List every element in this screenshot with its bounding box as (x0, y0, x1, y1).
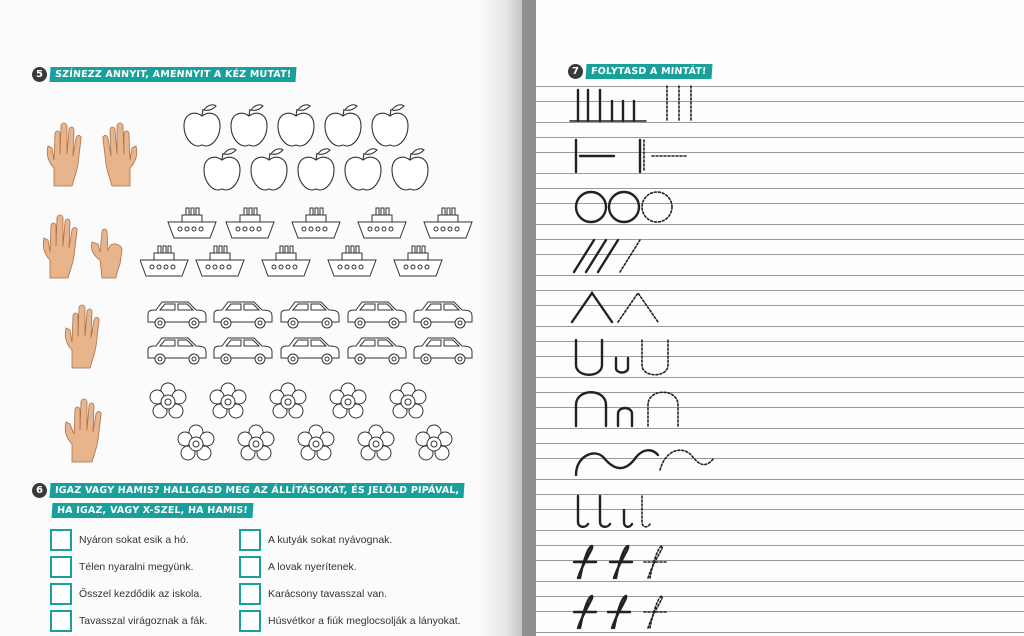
flower-icon (358, 425, 394, 460)
car-icon (214, 302, 272, 328)
statement-text: Ősszel kezdődik az iskola. (79, 588, 203, 600)
ship-icon (292, 208, 340, 238)
pattern-horizontal-dash (576, 140, 640, 172)
answer-checkbox[interactable] (239, 610, 261, 632)
statement-text: Karácsony tavasszal van. (268, 588, 388, 600)
ship-icon (424, 208, 472, 238)
flower-icon (210, 383, 246, 418)
cars-row (144, 294, 474, 370)
apple-icon (325, 105, 361, 146)
apples-row (180, 100, 440, 192)
flower-icon (238, 425, 274, 460)
answer-checkbox[interactable] (239, 556, 261, 578)
car-icon (281, 338, 339, 364)
task6-title-line2: HA IGAZ, VAGY X-SZEL, HA HAMIS! (51, 503, 253, 518)
page-spine-shadow (480, 0, 522, 636)
ships-row (140, 204, 480, 282)
pattern-vertical-strokes-trace (667, 86, 691, 121)
statement-text: A lovak nyerítenek. (268, 561, 357, 573)
ship-icon (394, 246, 442, 276)
task5-header (32, 67, 296, 82)
flower-icon (416, 425, 452, 460)
hand-four-icon (60, 390, 110, 464)
flower-icon (390, 383, 426, 418)
answer-checkbox[interactable] (50, 610, 72, 632)
flower-icon (298, 425, 334, 460)
ship-icon (262, 246, 310, 276)
statement-item (50, 555, 193, 579)
answer-checkbox[interactable] (239, 529, 261, 551)
pattern-strokes (536, 0, 1024, 636)
apple-icon (278, 105, 314, 146)
car-icon (148, 338, 206, 364)
hand-five-icon (60, 296, 110, 370)
apple-icon (298, 149, 334, 190)
task5-title: SZÍNEZZ ANNYIT, AMENNYIT A KÉZ MUTAT! (49, 67, 296, 82)
car-icon (414, 302, 472, 328)
ship-icon (140, 246, 188, 276)
answer-checkbox[interactable] (239, 583, 261, 605)
statement-item (239, 528, 392, 552)
task6-header (32, 483, 464, 498)
ship-icon (196, 246, 244, 276)
task6-title-line1: IGAZ VAGY HAMIS? HALLGASD MEG AZ ÁLLÍTÁSOKAT, ÉS JELÖLD PIPÁVAL, (49, 483, 464, 498)
pattern-slanted-strokes (574, 240, 618, 272)
apple-icon (184, 105, 220, 146)
apple-icon (345, 149, 381, 190)
task5-number: 5 (32, 67, 47, 82)
task7-number: 7 (568, 64, 583, 79)
apple-icon (251, 149, 287, 190)
apple-icon (392, 149, 428, 190)
pattern-circles (576, 192, 639, 222)
apple-icon (204, 149, 240, 190)
flower-icon (270, 383, 306, 418)
car-icon (348, 338, 406, 364)
task6-number: 6 (32, 483, 47, 498)
pattern-vertical-strokes (570, 90, 646, 121)
hands-seven-icon (38, 206, 130, 280)
ship-icon (358, 208, 406, 238)
hands-ten-icon (42, 116, 142, 190)
statement-text: Tavasszal virágoznak a fák. (79, 615, 208, 627)
statement-item (239, 609, 461, 633)
flower-icon (150, 383, 186, 418)
right-page (536, 0, 1024, 636)
pattern-hook-curves (578, 496, 632, 527)
statement-text: Húsvétkor a fiúk meglocsolják a lányokat. (268, 615, 461, 627)
book-gutter (522, 0, 536, 636)
pattern-loop-letters (574, 546, 632, 578)
statement-item (239, 555, 357, 579)
statement-text: Nyáron sokat esik a hó. (79, 534, 189, 546)
statement-item (50, 528, 189, 552)
statement-text: Télen nyaralni megyünk. (79, 561, 194, 573)
ship-icon (226, 208, 274, 238)
answer-checkbox[interactable] (50, 583, 72, 605)
pattern-crossed-loops (574, 596, 630, 628)
answer-checkbox[interactable] (50, 529, 72, 551)
car-icon (281, 302, 339, 328)
pattern-u-curves (576, 340, 628, 375)
answer-checkbox[interactable] (50, 556, 72, 578)
ship-icon (328, 246, 376, 276)
car-icon (214, 338, 272, 364)
statement-item (50, 609, 207, 633)
car-icon (348, 302, 406, 328)
statement-text: A kutyák sokat nyávognak. (268, 534, 393, 546)
pattern-n-curves (576, 392, 632, 426)
task7-title: FOLYTASD A MINTÁT! (585, 64, 712, 79)
statement-item (50, 582, 202, 606)
flower-icon (178, 425, 214, 460)
car-icon (148, 302, 206, 328)
pattern-peaks (572, 293, 612, 322)
ship-icon (168, 208, 216, 238)
flower-icon (330, 383, 366, 418)
apple-icon (372, 105, 408, 146)
pattern-s-waves (576, 450, 658, 475)
statement-item (239, 582, 387, 606)
flowers-row (146, 380, 466, 470)
car-icon (414, 338, 472, 364)
apple-icon (231, 105, 267, 146)
